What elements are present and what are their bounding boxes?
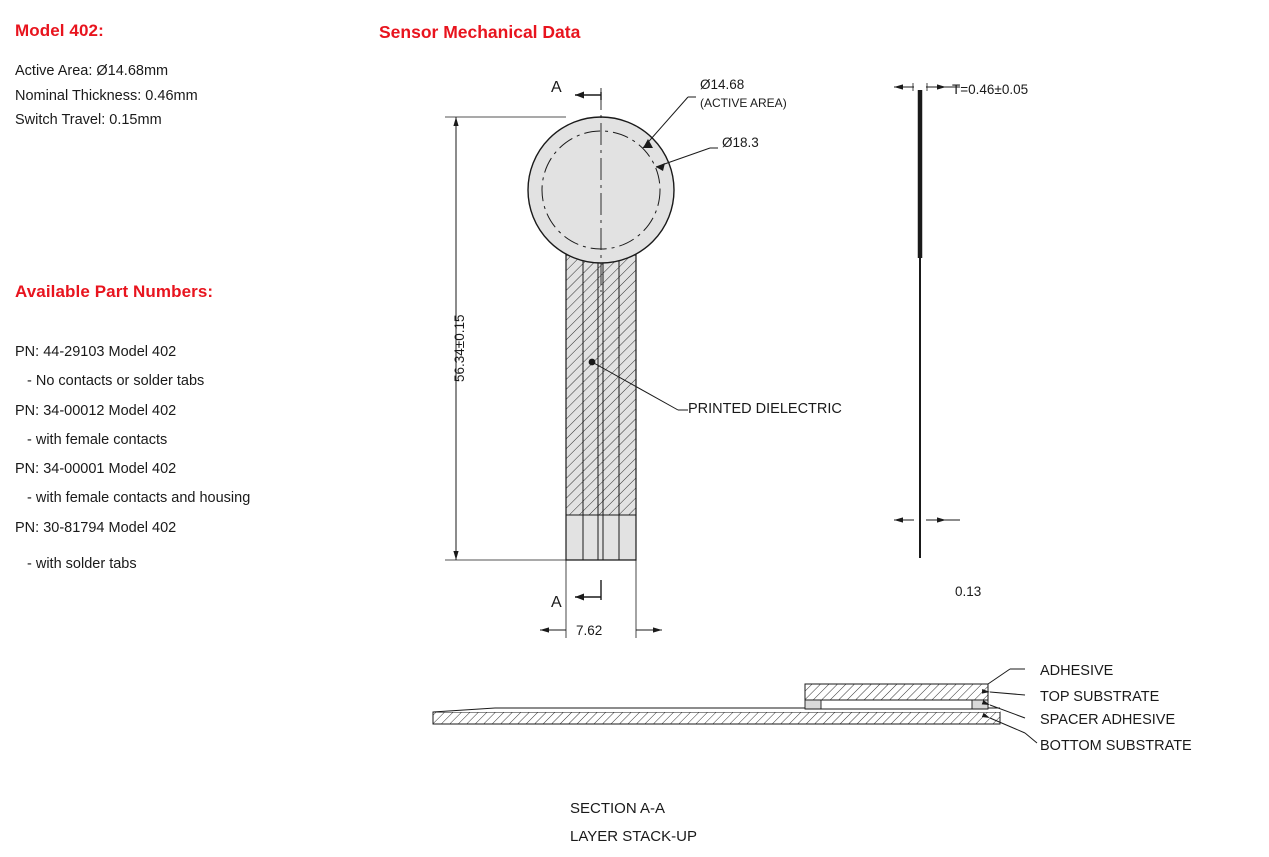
part-number-3-desc: - with female contacts and housing <box>27 490 251 506</box>
spec-switch-travel: Switch Travel: 0.15mm <box>15 112 162 128</box>
spec-active-area: Active Area: Ø14.68mm <box>15 63 169 79</box>
tail-width-dim: 7.62 <box>576 623 603 638</box>
section-letter-bottom: A <box>551 594 562 611</box>
layer-stackup-drawing <box>425 655 1045 770</box>
model-heading: Model 402: <box>15 21 104 40</box>
layer-label-adhesive: ADHESIVE <box>1040 663 1114 679</box>
stackup-caption-line2: LAYER STACK-UP <box>570 828 697 845</box>
tail-thickness-dim: 0.13 <box>955 584 982 599</box>
spec-nominal-thickness: Nominal Thickness: 0.46mm <box>15 88 198 104</box>
stackup-caption-line1: SECTION A-A <box>570 800 666 817</box>
printed-dielectric-label: PRINTED DIELECTRIC <box>688 401 842 417</box>
active-area-note: (ACTIVE AREA) <box>700 96 787 110</box>
section-letter-top: A <box>551 79 562 96</box>
part-number-3: PN: 34-00001 Model 402 <box>15 461 177 477</box>
part-number-2-desc: - with female contacts <box>27 432 168 448</box>
outer-dia-label: Ø18.3 <box>722 135 759 150</box>
part-number-4-desc: - with solder tabs <box>27 556 137 572</box>
overall-length-dim: 56.34±0.15 <box>452 314 467 382</box>
part-number-2: PN: 34-00012 Model 402 <box>15 403 177 419</box>
edge-view-drawing <box>880 78 1060 618</box>
layer-label-bottom-substrate: BOTTOM SUBSTRATE <box>1040 738 1192 754</box>
part-number-1-desc: - No contacts or solder tabs <box>27 373 205 389</box>
layer-label-spacer-adhesive: SPACER ADHESIVE <box>1040 712 1176 728</box>
part-number-4: PN: 30-81794 Model 402 <box>15 520 177 536</box>
page-title: Sensor Mechanical Data <box>379 22 581 42</box>
overall-thickness-dim: T=0.46±0.05 <box>952 82 1029 97</box>
part-numbers-heading: Available Part Numbers: <box>15 282 214 301</box>
part-number-1: PN: 44-29103 Model 402 <box>15 344 177 360</box>
layer-label-top-substrate: TOP SUBSTRATE <box>1040 689 1160 705</box>
active-area-dia-label: Ø14.68 <box>700 77 745 92</box>
